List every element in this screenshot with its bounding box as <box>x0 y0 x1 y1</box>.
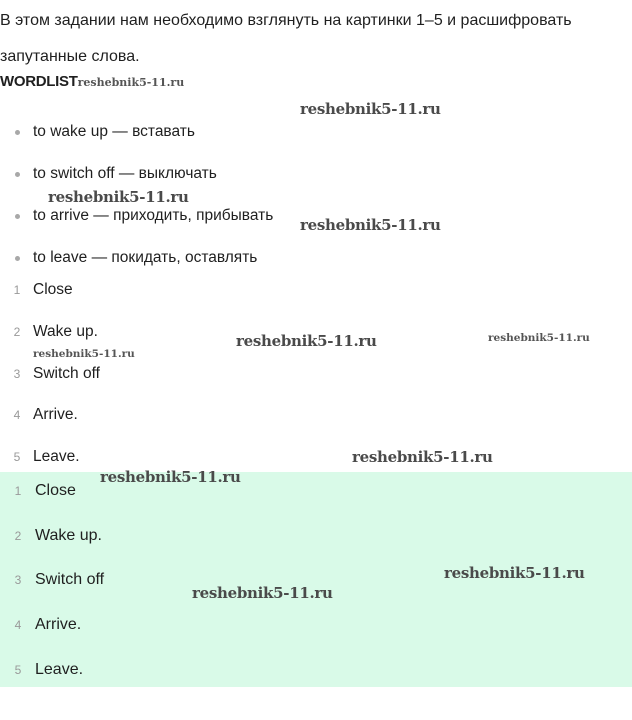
answer-number: 5 <box>14 663 22 677</box>
answer-number: 3 <box>14 573 22 587</box>
wordlist-item-text: to arrive — приходить, прибывать <box>33 207 274 224</box>
item-text: Wake up. <box>33 323 98 340</box>
intro-text: В этом задании нам необходимо взглянуть на картинки 1–5 и расшифровать запутанные слова. <box>0 12 572 65</box>
wordlist-heading <box>0 72 184 93</box>
watermark: reshebnik5-11.ru <box>48 188 189 206</box>
answer-number: 1 <box>14 484 22 498</box>
answer-number: 2 <box>14 529 22 543</box>
watermark: reshebnik5-11.ru <box>352 448 493 466</box>
bullet-icon <box>15 256 20 261</box>
watermark: reshebnik5-11.ru <box>300 100 441 118</box>
bullet-icon <box>15 214 20 219</box>
watermark: reshebnik5-11.ru <box>33 348 135 360</box>
watermark: reshebnik5-11.ru <box>300 216 441 234</box>
watermark: reshebnik5-11.ru <box>488 332 590 344</box>
answer-number: 4 <box>14 618 22 632</box>
item-text: Leave. <box>33 448 80 465</box>
bullet-icon <box>15 172 20 177</box>
bullet-icon <box>15 130 20 135</box>
item-number: 4 <box>13 408 21 422</box>
watermark-inline: reshebnik5-11.ru <box>77 76 185 89</box>
item-number: 1 <box>13 283 21 297</box>
answer-text: Leave. <box>35 661 84 678</box>
answer-text: Wake up. <box>35 527 102 544</box>
item-text: Switch off <box>33 365 100 382</box>
watermark: reshebnik5-11.ru <box>192 584 333 602</box>
item-number: 3 <box>13 367 21 381</box>
wordlist-item-text: to switch off — выключать <box>33 165 217 182</box>
item-text: Arrive. <box>33 406 78 423</box>
answer-text: Switch off <box>35 571 105 588</box>
answer-text: Arrive. <box>35 616 82 633</box>
watermark: reshebnik5-11.ru <box>236 332 377 350</box>
watermark: reshebnik5-11.ru <box>444 564 585 582</box>
item-number: 2 <box>13 325 21 339</box>
watermark: reshebnik5-11.ru <box>100 468 241 486</box>
wordlist-heading-label: WORDLIST <box>0 73 78 90</box>
item-text: Close <box>33 281 73 298</box>
answer-text: Close <box>35 482 76 499</box>
item-number: 5 <box>13 450 21 464</box>
wordlist-item-text: to leave — покидать, оставлять <box>33 249 258 266</box>
wordlist-item-text: to wake up — вставать <box>33 123 195 140</box>
